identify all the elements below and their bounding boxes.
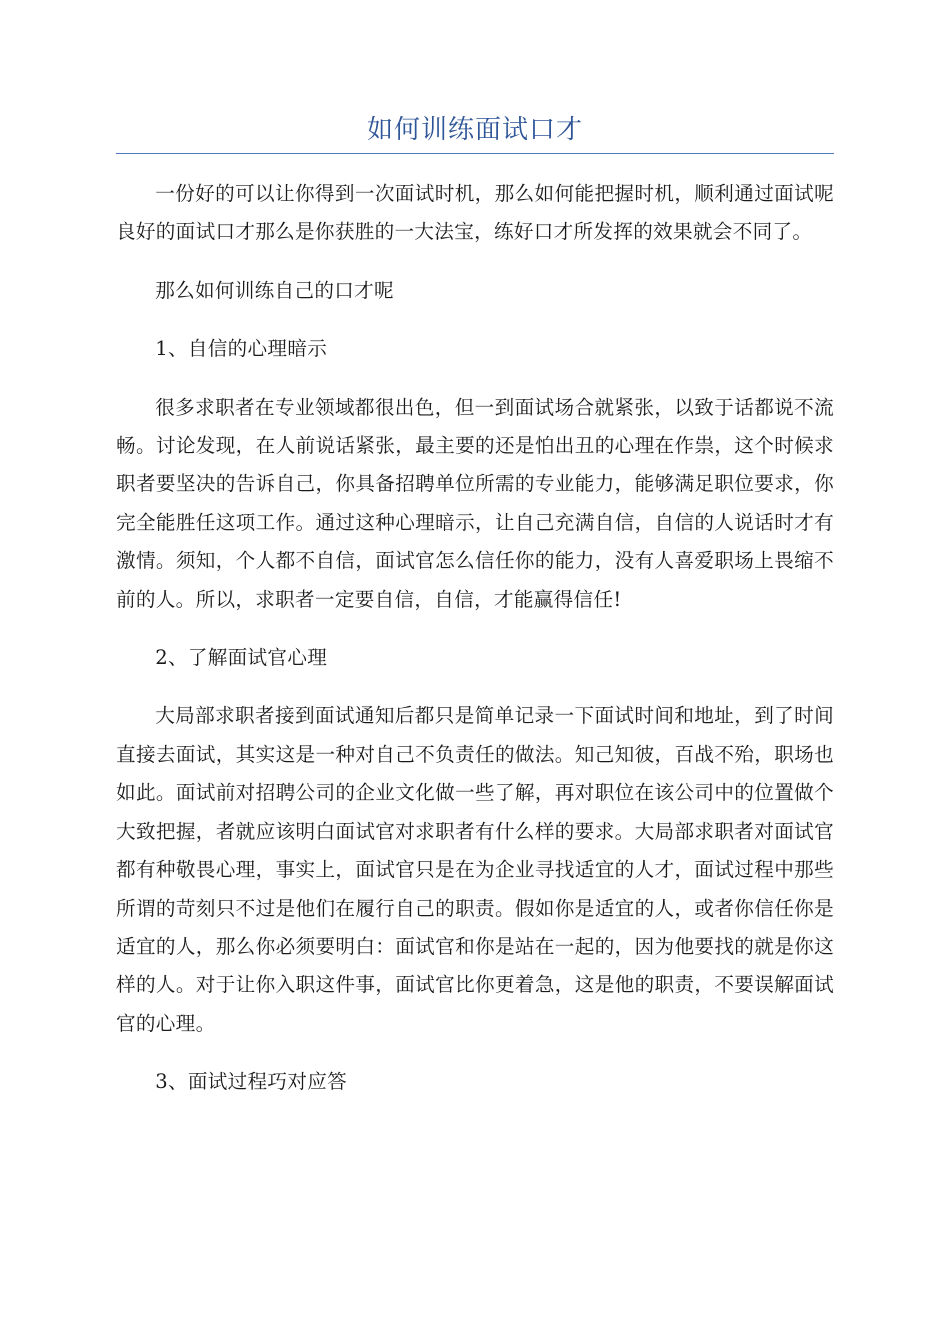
paragraph-section-1: 很多求职者在专业领域都很出色，但一到面试场合就紧张，以致于话都说不流畅。讨论发现，在人前说话紧张，最主要的还是怕出丑的心理在作祟，这个时候求职者要坚决的告诉自己，你具备招聘单位所需的专业能力，能够满足职位要求，你完全能胜任这项工作。通过这种心理暗示，让自己充满自信，自信的人说话时才有激情。须知，个人都不自信，面试官怎么信任你的能力，没有人喜爱职场上畏缩不前的人。所以，求职者一定要自信，自信，才能赢得信任! xyxy=(116,395,834,611)
section-heading-2: 2、了解面试官心理 xyxy=(155,646,328,670)
paragraph-question: 那么如何训练自己的口才呢 xyxy=(155,278,394,302)
paragraph-spacer xyxy=(116,369,834,389)
paragraph-spacer xyxy=(116,252,834,272)
section-heading-3: 3、面试过程巧对应答 xyxy=(155,1070,347,1094)
paragraph-spacer xyxy=(116,619,834,639)
title-underline xyxy=(116,153,834,154)
document-title: 如何训练面试口才 xyxy=(366,115,583,145)
section-heading-1: 1、自信的心理暗示 xyxy=(155,337,328,361)
paragraph-spacer xyxy=(116,677,834,697)
paragraph-section-2: 大局部求职者接到面试通知后都只是简单记录一下面试时间和地址，到了时间直接去面试，其实这是一种对自己不负责任的做法。知己知彼，百战不殆，职场也如此。面试前对招聘公司的企业文化做一些了解，再对职位在该公司中的位置做个大致把握，者就应该明白面试官对求职者有什么样的要求。大局部求职者对面试官都有种敬畏心理，事实上，面试官只是在为企业寻找适宜的人才，面试过程中那些所谓的苛刻只不过是他们在履行自己的职责。假如你是适宜的人，或者你信任你是适宜的人，那么你必须要明白：面试官和你是站在一起的，因为他要找的就是你这样的人。对于让你入职这件事，面试官比你更着急，这是他的职责，不要误解面试官的心理。 xyxy=(116,704,834,1035)
document-body xyxy=(116,175,834,1102)
paragraph-intro: 一份好的可以让你得到一次面试时机，那么如何能把握时机，顺利通过面试呢良好的面试口才那么是你获胜的一大法宝，练好口才所发挥的效果就会不同了。 xyxy=(116,182,834,244)
paragraph-spacer xyxy=(116,310,834,330)
paragraph-spacer xyxy=(116,1043,834,1063)
